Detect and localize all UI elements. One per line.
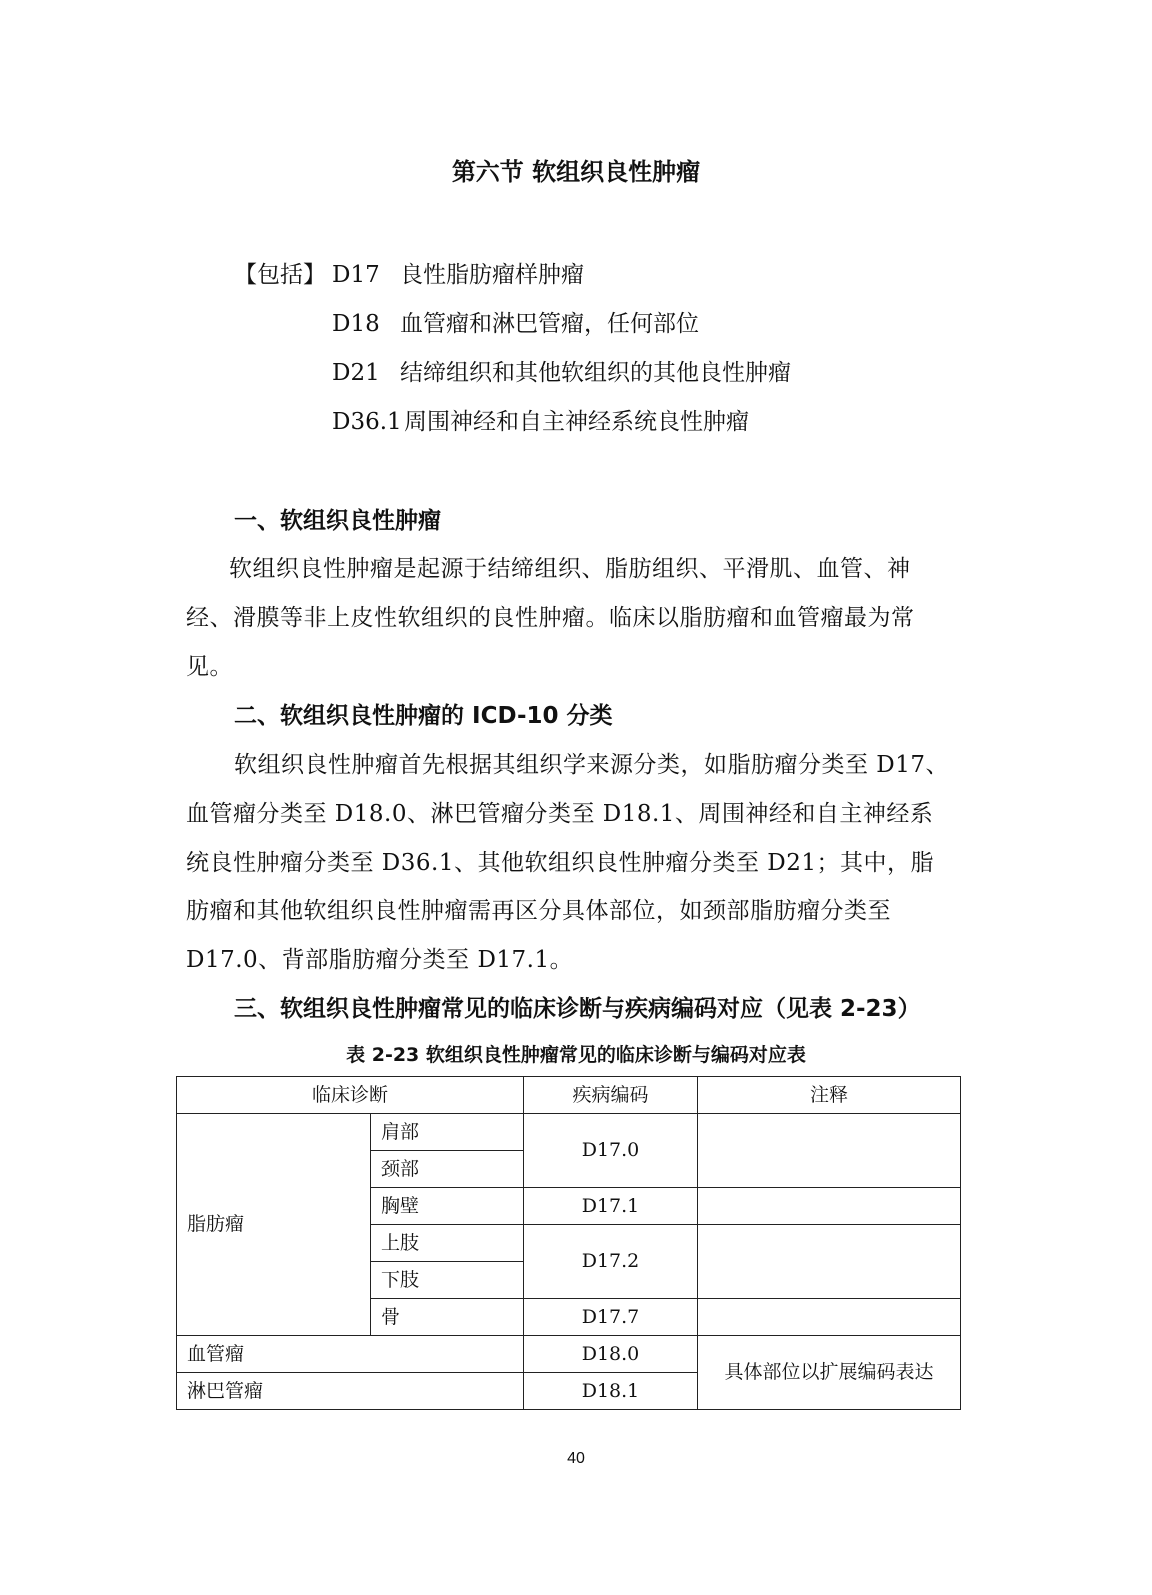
- table-header-row: [177, 1077, 961, 1114]
- paragraph-line: 见。: [186, 654, 233, 680]
- code-cell: D17.7: [524, 1299, 698, 1336]
- diagnosis-cell: 血管瘤: [177, 1336, 524, 1373]
- table-row: [177, 1114, 961, 1151]
- site-cell: 骨: [371, 1299, 524, 1336]
- table-row: [177, 1336, 961, 1373]
- include-code: D18: [332, 311, 380, 337]
- table-caption: 表 2-23 软组织良性肿瘤常见的临床诊断与编码对应表: [346, 1044, 806, 1066]
- include-text: 结缔组织和其他软组织的其他良性肿瘤: [400, 360, 791, 386]
- include-item: [332, 305, 699, 338]
- include-code: D36.1: [332, 409, 402, 435]
- site-cell: 颈部: [371, 1151, 524, 1188]
- paragraph-line: 统良性肿瘤分类至 D36.1、其他软组织良性肿瘤分类至 D21；其中，脂: [186, 850, 934, 876]
- diagnosis-code-table: [176, 1076, 961, 1410]
- paragraph-line: 血管瘤分类至 D18.0、淋巴管瘤分类至 D18.1、周围神经和自主神经系: [186, 801, 934, 827]
- code-cell: D18.0: [524, 1336, 698, 1373]
- include-item: [332, 403, 749, 436]
- header-diagnosis: 临床诊断: [177, 1077, 524, 1114]
- section-heading: 二、软组织良性肿瘤的 ICD-10 分类: [234, 703, 613, 729]
- code-cell: D17.1: [524, 1188, 698, 1225]
- site-cell: 上肢: [371, 1225, 524, 1262]
- site-cell: 胸壁: [371, 1188, 524, 1225]
- note-cell: [698, 1114, 961, 1188]
- include-item: [332, 354, 791, 387]
- site-cell: 肩部: [371, 1114, 524, 1151]
- include-code: D21: [332, 360, 380, 386]
- section-heading: 三、软组织良性肿瘤常见的临床诊断与疾病编码对应（见表 2-23）: [234, 996, 921, 1022]
- include-text: 良性脂肪瘤样肿瘤: [400, 262, 584, 288]
- code-cell: D18.1: [524, 1373, 698, 1410]
- paragraph-line: D17.0、背部脂肪瘤分类至 D17.1。: [186, 947, 574, 973]
- page-number: 40: [567, 1450, 585, 1467]
- diagnosis-cell: 淋巴管瘤: [177, 1373, 524, 1410]
- paragraph-line: 软组织良性肿瘤首先根据其组织学来源分类，如脂肪瘤分类至 D17、: [234, 752, 950, 778]
- site-cell: 下肢: [371, 1262, 524, 1299]
- header-note: 注释: [698, 1077, 961, 1114]
- include-text: 血管瘤和淋巴管瘤，任何部位: [400, 311, 699, 337]
- code-cell: D17.0: [524, 1114, 698, 1188]
- note-cell: 具体部位以扩展编码表达: [698, 1336, 961, 1410]
- code-cell: D17.2: [524, 1225, 698, 1299]
- include-code: D17: [332, 262, 380, 288]
- includes-label: 【包括】: [234, 262, 326, 288]
- note-cell: [698, 1299, 961, 1336]
- note-cell: [698, 1188, 961, 1225]
- include-item: [332, 256, 584, 289]
- note-cell: [698, 1225, 961, 1299]
- section-title: 第六节 软组织良性肿瘤: [451, 158, 701, 186]
- header-code: 疾病编码: [524, 1077, 698, 1114]
- paragraph-line: 肪瘤和其他软组织良性肿瘤需再区分具体部位，如颈部脂肪瘤分类至: [186, 898, 891, 924]
- section-heading: 一、软组织良性肿瘤: [234, 508, 441, 534]
- paragraph-line: 经、滑膜等非上皮性软组织的良性肿瘤。临床以脂肪瘤和血管瘤最为常: [186, 605, 915, 631]
- paragraph-line: 软组织良性肿瘤是起源于结缔组织、脂肪组织、平滑肌、血管、神: [229, 556, 911, 582]
- lipoma-cell: 脂肪瘤: [177, 1114, 371, 1336]
- include-text: 周围神经和自主神经系统良性肿瘤: [404, 409, 749, 435]
